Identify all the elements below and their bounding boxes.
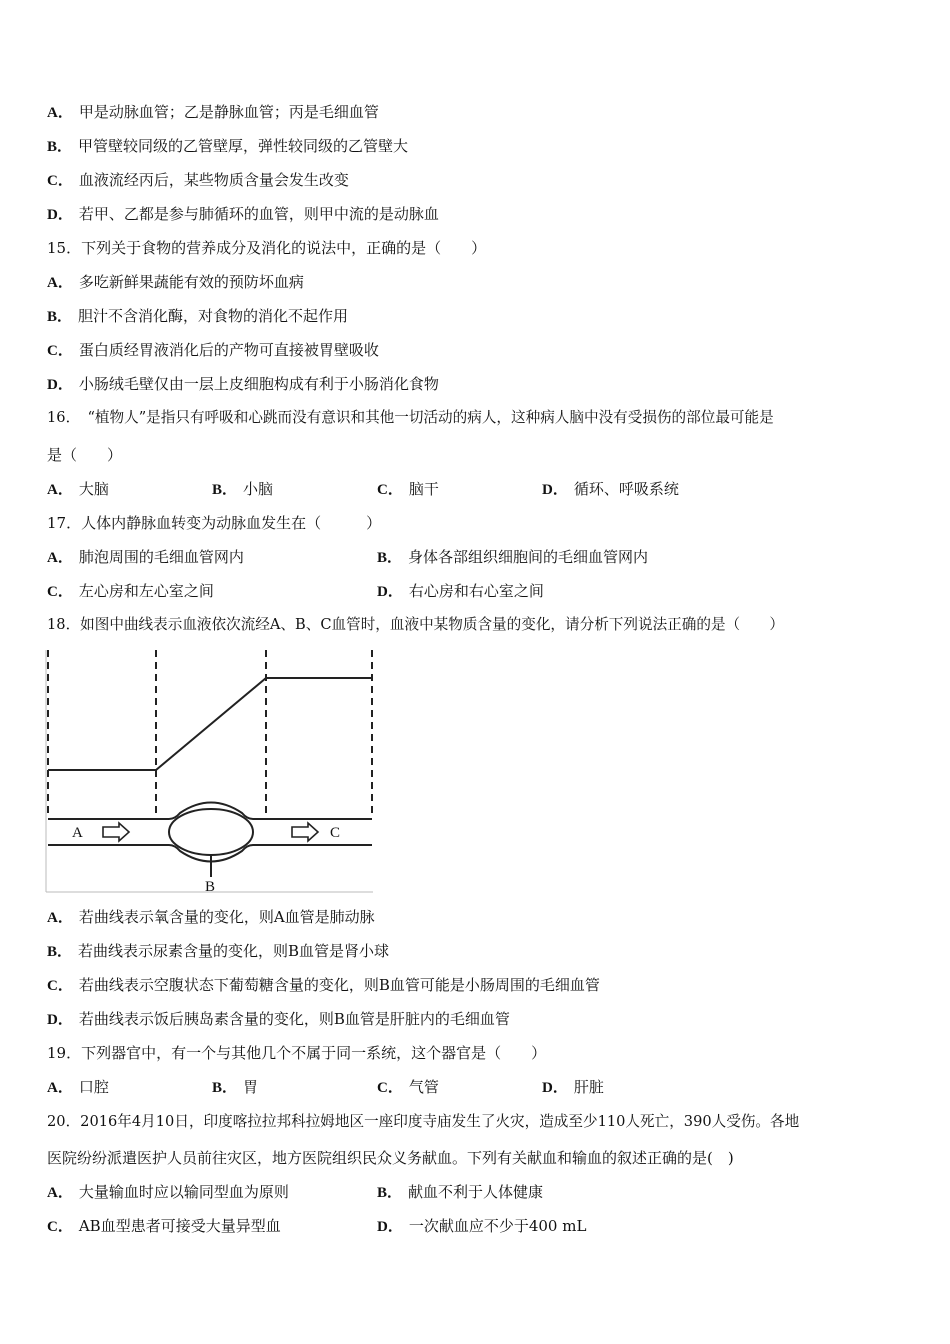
q14-option-c: C． 血液流经丙后，某些物质含量会发生改变 [47, 171, 349, 189]
q18-option-d: D． 若曲线表示饭后胰岛素含量的变化，则B血管是肝脏内的毛细血管 [47, 1010, 510, 1028]
flow-arrow-a-icon [103, 823, 129, 841]
q18-option-c: C． 若曲线表示空腹状态下葡萄糖含量的变化，则B血管可能是小肠周围的毛细血管 [47, 976, 600, 994]
q16-option-b: B． 小脑 [212, 480, 274, 498]
q17-option-d: D． 右心房和右心室之间 [377, 582, 544, 600]
label-a: A [72, 825, 83, 841]
q15-option-d: D． 小肠绒毛壁仅由一层上皮细胞构成有利于小肠消化食物 [47, 375, 439, 393]
q20-stem-line1: 20．2016年4月10日，印度喀拉拉邦科拉姆地区一座印度寺庙发生了火灾，造成至少110人死亡，390人受伤。各地 [47, 1113, 800, 1130]
q17-option-c: C． 左心房和左心室之间 [47, 582, 214, 600]
q15-option-b: B． 胆汁不含消化酶，对食物的消化不起作用 [47, 307, 349, 325]
q16-stem-line1: 16． “植物人”是指只有呼吸和心跳而没有意识和其他一切活动的病人，这种病人脑中没有受损伤的部位最可能是 [47, 409, 774, 426]
flow-arrow-c-icon [292, 823, 318, 841]
q16-option-c: C． 脑干 [377, 480, 439, 498]
q17-option-a: A． 肺泡周围的毛细血管网内 [47, 548, 244, 566]
q14-option-d: D． 若甲、乙都是参与肺循环的血管，则甲中流的是动脉血 [47, 205, 439, 223]
q18-option-b: B． 若曲线表示尿素含量的变化，则B血管是肾小球 [47, 942, 390, 960]
q19-option-c: C． 气管 [377, 1078, 439, 1096]
q20-stem-line2: 医院纷纷派遣医护人员前往灾区，地方医院组织民众义务献血。下列有关献血和输血的叙述正确的是( ) [47, 1149, 734, 1167]
q18-option-a: A． 若曲线表示氧含量的变化，则A血管是肺动脉 [47, 908, 375, 926]
label-c: C [330, 825, 341, 841]
q19-stem: 19．下列器官中，有一个与其他几个不属于同一系统，这个器官是（ ） [47, 1044, 547, 1062]
q16-stem-line2: 是（ ） [47, 446, 123, 464]
content-curve [48, 678, 372, 770]
q18-stem: 18．如图中曲线表示血液依次流经A、B、C血管时，血液中某物质含量的变化，请分析下列说法正确的是（ ） [47, 616, 784, 633]
q19-option-d: D． 肝脏 [542, 1078, 604, 1096]
q20-option-c: C． AB血型患者可接受大量异型血 [47, 1217, 281, 1235]
q14-option-b: B． 甲管壁较同级的乙管壁厚，弹性较同级的乙管壁大 [47, 137, 409, 155]
q19-option-a: A． 口腔 [47, 1078, 109, 1096]
q15-stem: 15．下列关于食物的营养成分及消化的说法中，正确的是（ ） [47, 239, 487, 257]
q15-option-a: A． 多吃新鲜果蔬能有效的预防坏血病 [47, 273, 304, 291]
q17-option-b: B． 身体各部组织细胞间的毛细血管网内 [377, 548, 649, 566]
q16-option-a: A． 大脑 [47, 480, 109, 498]
q20-option-d: D． 一次献血应不少于400 mL [377, 1217, 587, 1235]
label-b: B [205, 879, 216, 893]
q20-option-a: A． 大量输血时应以输同型血为原则 [47, 1183, 289, 1201]
blood-vessel-diagram [45, 648, 375, 893]
q20-option-b: B． 献血不利于人体健康 [377, 1183, 544, 1201]
q17-stem: 17．人体内静脉血转变为动脉血发生在（ ） [47, 514, 382, 532]
capillary-inner-loop [169, 809, 253, 855]
q15-option-c: C． 蛋白质经胃液消化后的产物可直接被胃壁吸收 [47, 341, 379, 359]
q19-option-b: B． 胃 [212, 1078, 259, 1096]
q16-option-d: D． 循环、呼吸系统 [542, 480, 679, 498]
q14-option-a: A． 甲是动脉血管；乙是静脉血管；丙是毛细血管 [47, 103, 379, 121]
